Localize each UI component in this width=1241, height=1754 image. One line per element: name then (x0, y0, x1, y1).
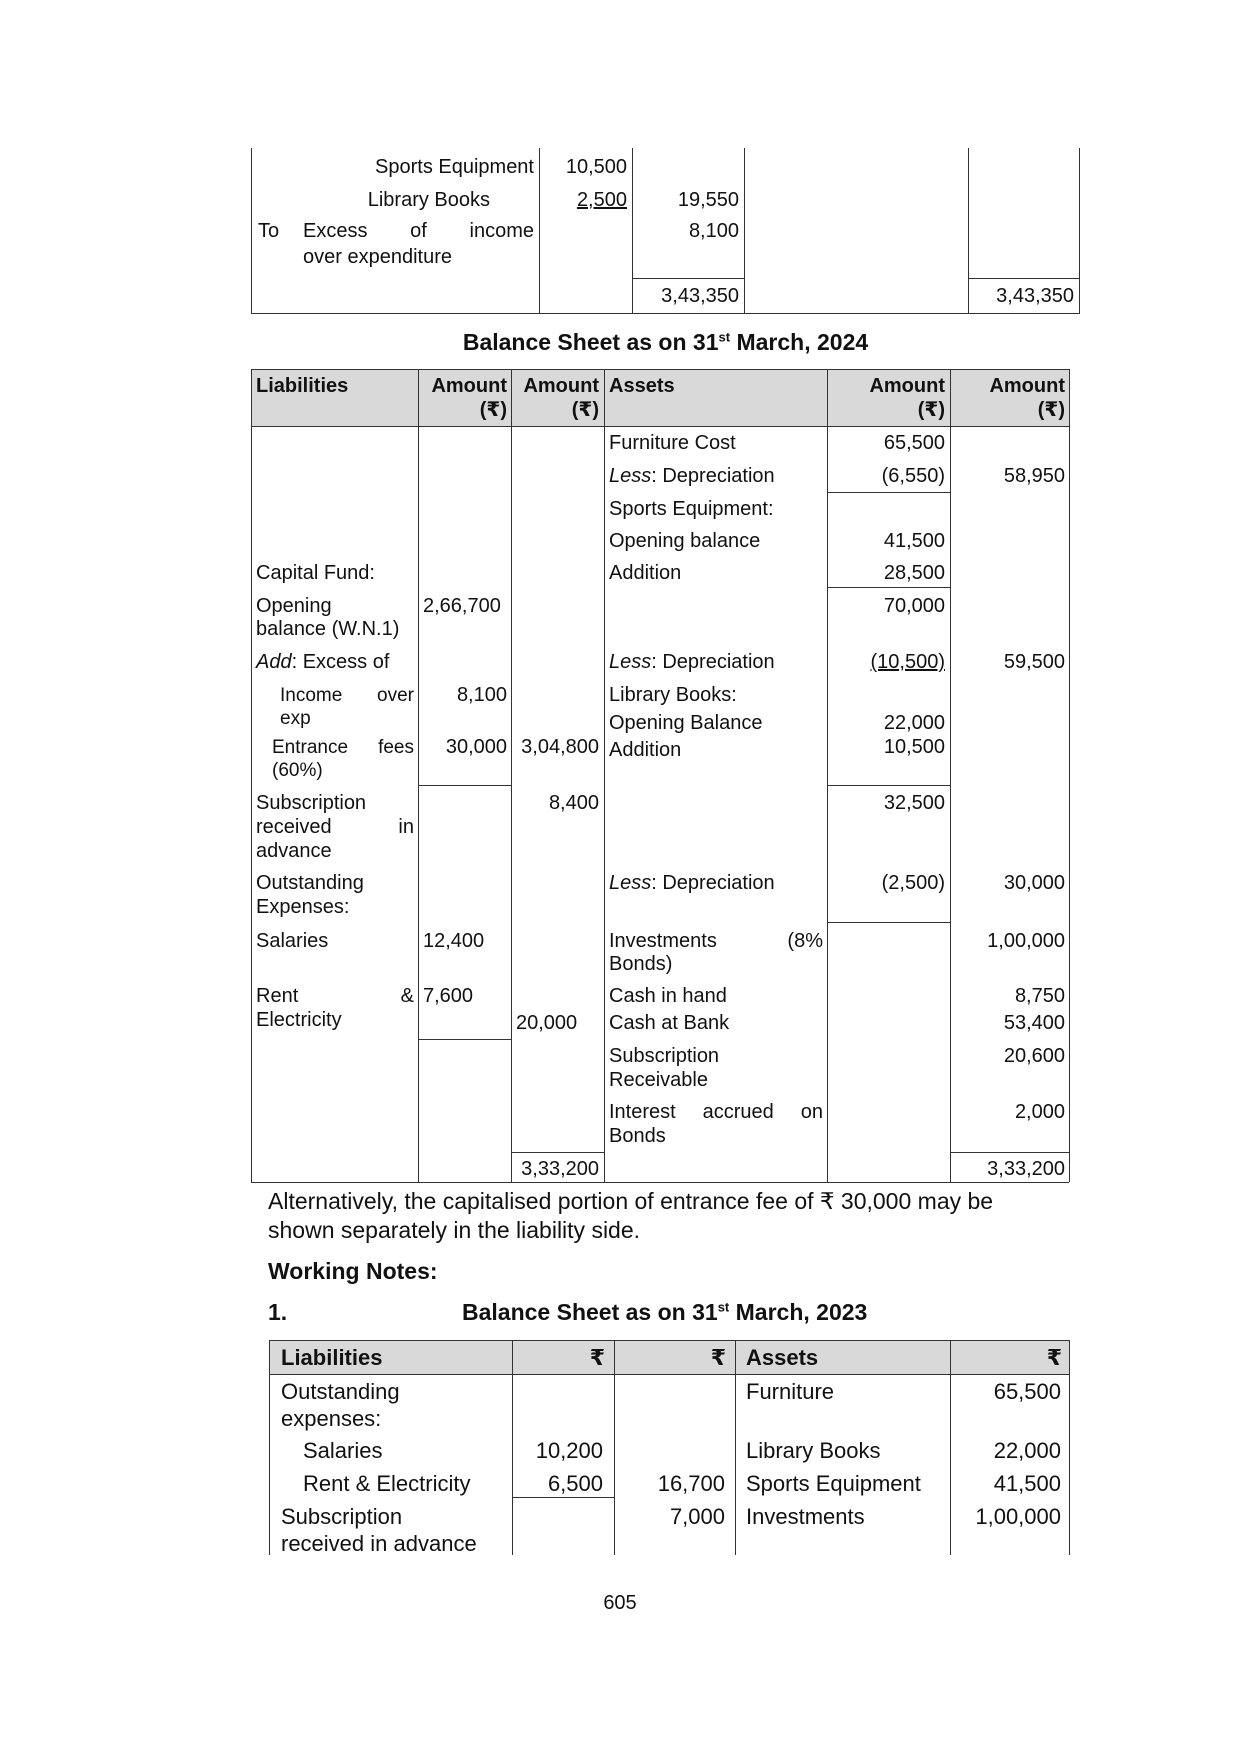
header-amount: Amount (869, 375, 945, 397)
sports-opening-label: Opening balance (609, 530, 761, 552)
investments-label: Investments (746, 1504, 865, 1529)
cash-at-bank-label: Cash at Bank (609, 1012, 730, 1034)
furniture-depreciation-amount: (6,550) (881, 465, 945, 487)
opening-balance-label: Opening (256, 595, 332, 617)
library-addition-label: Addition (609, 739, 682, 761)
library-opening-label: Opening Balance (609, 712, 763, 734)
cash-at-bank-amount: 53,400 (1003, 1012, 1065, 1034)
furniture-net-amount: 58,950 (1003, 465, 1065, 487)
entrance-fees-label-cont: (60%) (272, 760, 323, 781)
header-assets: Assets (609, 375, 675, 397)
row-label: Excess of income (303, 220, 534, 242)
cash-in-hand-label: Cash in hand (609, 985, 727, 1007)
library-books-label: Library Books (746, 1438, 881, 1463)
interest-accrued-label: Interest accrued on (609, 1101, 823, 1123)
sports-equipment-label: Sports Equipment: (609, 498, 774, 520)
header-amount: Amount (523, 375, 599, 397)
library-opening-amount: 22,000 (883, 712, 945, 734)
subscription-receivable-label: Subscription (609, 1045, 720, 1067)
row-label: Library Books (367, 189, 490, 211)
outstanding-expenses-label-cont: expenses: (281, 1406, 382, 1431)
sports-sum-amount: 70,000 (883, 595, 945, 617)
investments-label: Investments (8% (609, 930, 823, 952)
outstanding-total: 16,700 (657, 1471, 725, 1496)
investments-label-cont: Bonds) (609, 953, 673, 975)
sports-equipment-amount: 41,500 (993, 1471, 1061, 1496)
furniture-depreciation-label: Less: Depreciation (609, 465, 775, 487)
library-depreciation-label: Less: Depreciation (609, 872, 775, 894)
total-amount: 3,43,350 (661, 285, 739, 307)
subscription-advance-label-cont: received in (256, 816, 414, 838)
header-currency: (₹) (1037, 399, 1065, 421)
rent-electricity-label: Rent & (256, 985, 414, 1007)
header-amount: Amount (431, 375, 507, 397)
header-assets: Assets (746, 1345, 819, 1370)
working-note-number: 1. (268, 1299, 288, 1325)
row-amount: 8,100 (688, 220, 739, 242)
salaries-label: Salaries (303, 1438, 383, 1463)
row-label-cont: over expenditure (303, 246, 452, 268)
library-depreciation-amount: (2,500) (881, 872, 945, 894)
opening-balance-amount: 2,66,700 (423, 595, 501, 617)
rent-electricity-amount: 6,500 (547, 1471, 603, 1496)
investments-amount: 1,00,000 (987, 930, 1065, 952)
library-net-amount: 30,000 (1003, 872, 1065, 894)
page-number: 605 (603, 1592, 637, 1614)
sports-depreciation-label: Less: Depreciation (609, 651, 775, 673)
row-prefix: To (258, 220, 280, 242)
header-rupee: ₹ (1046, 1345, 1062, 1370)
header-amount: Amount (989, 375, 1065, 397)
liabilities-total: 3,33,200 (521, 1158, 599, 1180)
row-amount: 19,550 (677, 189, 739, 211)
entrance-fees-label: Entrance fees (272, 737, 414, 758)
header-rupee: ₹ (710, 1345, 726, 1370)
note-line: Alternatively, the capitalised portion of entrance fee of ₹ 30,000 may be (268, 1188, 994, 1214)
subscription-advance-amount: 7,000 (669, 1504, 725, 1529)
sports-net-amount: 59,500 (1003, 651, 1065, 673)
furniture-cost-label: Furniture Cost (609, 432, 736, 454)
salaries-label: Salaries (256, 930, 329, 952)
add-excess-label: Add: Excess of (256, 651, 390, 673)
subscription-receivable-label-cont: Receivable (609, 1069, 708, 1091)
furniture-label: Furniture (746, 1379, 835, 1404)
total-amount: 3,43,350 (996, 285, 1074, 307)
header-currency: (₹) (479, 399, 507, 421)
income-over-exp-label-cont: exp (280, 708, 311, 729)
balance-sheet-2023-title: Balance Sheet as on 31st March, 2023 (462, 1299, 868, 1325)
salaries-amount: 12,400 (423, 930, 485, 952)
row-label: Sports Equipment (375, 156, 534, 178)
interest-accrued-label-cont: Bonds (609, 1125, 666, 1147)
furniture-cost-amount: 65,500 (883, 432, 945, 454)
opening-balance-label-cont: balance (W.N.1) (256, 618, 400, 640)
entrance-fees-amount: 30,000 (445, 736, 507, 758)
sports-addition-label: Addition (609, 562, 682, 584)
outstanding-expenses-total: 20,000 (516, 1012, 578, 1034)
rent-electricity-amount: 7,600 (423, 985, 474, 1007)
subscription-advance-label: Subscription (281, 1504, 403, 1529)
capital-fund-label: Capital Fund: (256, 562, 375, 584)
subscription-advance-amount: 8,400 (548, 792, 599, 814)
outstanding-expenses-label: Outstanding (281, 1379, 400, 1404)
outstanding-expenses-label: Outstanding (256, 872, 364, 894)
library-books-label: Library Books: (609, 684, 737, 706)
sports-addition-amount: 28,500 (883, 562, 945, 584)
subscription-advance-label: Subscription (256, 792, 367, 814)
header-currency: (₹) (571, 399, 599, 421)
library-addition-amount: 10,500 (883, 736, 945, 758)
header-rupee: ₹ (589, 1345, 605, 1370)
balance-sheet-2024-title: Balance Sheet as on 31st March, 2024 (462, 329, 869, 355)
subscription-advance-label-cont: advance (256, 840, 332, 862)
interest-accrued-amount: 2,000 (1014, 1101, 1065, 1123)
assets-total: 3,33,200 (987, 1158, 1065, 1180)
capital-fund-total: 3,04,800 (521, 736, 599, 758)
row-amount: 10,500 (565, 156, 627, 178)
rent-electricity-label: Rent & Electricity (303, 1471, 471, 1496)
rent-electricity-label-cont: Electricity (256, 1009, 342, 1031)
cash-in-hand-amount: 8,750 (1014, 985, 1065, 1007)
library-sum-amount: 32,500 (883, 792, 945, 814)
sports-opening-amount: 41,500 (883, 530, 945, 552)
header-liabilities: Liabilities (281, 1345, 383, 1370)
working-notes-heading: Working Notes: (268, 1258, 438, 1284)
outstanding-expenses-label-cont: Expenses: (256, 896, 350, 918)
header-currency: (₹) (917, 399, 945, 421)
library-books-amount: 22,000 (993, 1438, 1061, 1463)
subscription-receivable-amount: 20,600 (1003, 1045, 1065, 1067)
sports-depreciation-amount: (10,500) (870, 651, 945, 673)
row-amount: 2,500 (576, 189, 627, 211)
income-over-exp-amount: 8,100 (456, 684, 507, 706)
subscription-advance-label-cont: received in advance (281, 1531, 477, 1556)
note-line: shown separately in the liability side. (268, 1217, 641, 1243)
investments-amount: 1,00,000 (975, 1504, 1061, 1529)
sports-equipment-label: Sports Equipment (746, 1471, 921, 1496)
header-liabilities: Liabilities (256, 375, 349, 397)
salaries-amount: 10,200 (535, 1438, 603, 1463)
furniture-amount: 65,500 (993, 1379, 1061, 1404)
income-over-exp-label: Income over (280, 685, 414, 706)
